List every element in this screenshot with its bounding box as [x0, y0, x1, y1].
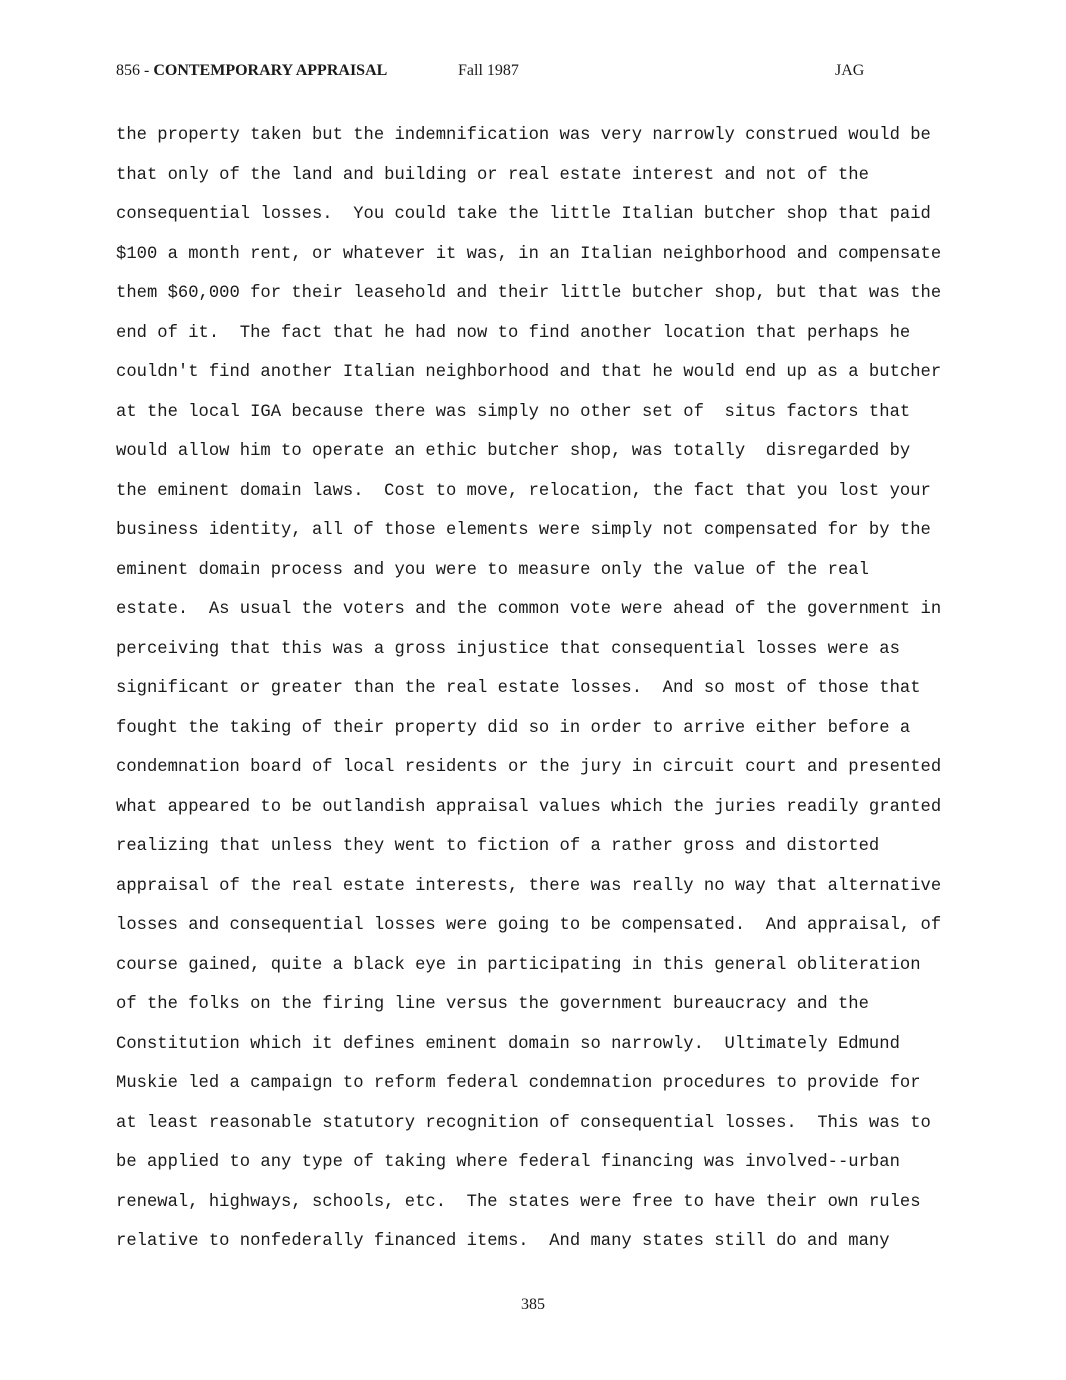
- page-number: 385: [521, 1296, 545, 1313]
- text-line: $100 a month rent, or whatever it was, in an Italian neighborhood and compensate: [116, 244, 942, 264]
- text-line: the property taken but the indemnification was very narrowly construed would be: [116, 126, 931, 145]
- text-line: perceiving that this was a gross injustice that consequential losses were as: [116, 639, 900, 659]
- text-line: that only of the land and building or real estate interest and not of the: [116, 165, 869, 185]
- text-line: would allow him to operate an ethic butcher shop, was totally disregarded by: [116, 442, 911, 461]
- text-line: what appeared to be outlandish appraisal values which the juries readily granted: [116, 797, 942, 817]
- text-line: at least reasonable statutory recognition of consequential losses. This was to: [116, 1113, 931, 1133]
- text-line: of the folks on the firing line versus the government bureaucracy and the: [116, 995, 869, 1014]
- page-header: [116, 62, 876, 84]
- text-line: consequential losses. You could take the little Italian butcher shop that paid: [116, 205, 931, 224]
- text-line: relative to nonfederally financed items. And many states still do and many: [116, 1232, 890, 1251]
- text-line: appraisal of the real estate interests, there was really no way that alternative: [116, 876, 942, 896]
- text-line: realizing that unless they went to fiction of a rather gross and distorted: [116, 837, 880, 856]
- course-number: 856 -: [116, 62, 154, 79]
- author-initials: JAG: [835, 62, 865, 79]
- transcript-body: [116, 116, 956, 1262]
- text-line: course gained, quite a black eye in participating in this general obliteration: [116, 955, 921, 975]
- text-line: end of it. The fact that he had now to find another location that perhaps he: [116, 323, 911, 343]
- text-line: fought the taking of their property did so in order to arrive either before a: [116, 718, 911, 738]
- course-heading: [116, 62, 387, 80]
- term-label: Fall 1987: [458, 62, 519, 79]
- text-line: significant or greater than the real estate losses. And so most of those that: [116, 679, 921, 698]
- text-line: be applied to any type of taking where federal financing was involved--urban: [116, 1153, 900, 1172]
- text-line: Muskie led a campaign to reform federal condemnation procedures to provide for: [116, 1074, 921, 1093]
- text-line: Constitution which it defines eminent domain so narrowly. Ultimately Edmund: [116, 1034, 900, 1054]
- text-line: business identity, all of those elements were simply not compensated for by the: [116, 521, 931, 540]
- text-line: them $60,000 for their leasehold and their little butcher shop, but that was the: [116, 284, 942, 303]
- text-line: at the local IGA because there was simply no other set of situs factors that: [116, 402, 911, 422]
- text-line: losses and consequential losses were going to be compensated. And appraisal, of: [116, 916, 942, 935]
- course-title: CONTEMPORARY APPRAISAL: [153, 62, 388, 79]
- text-line: estate. As usual the voters and the common vote were ahead of the government in: [116, 600, 942, 619]
- text-line: the eminent domain laws. Cost to move, relocation, the fact that you lost your: [116, 481, 931, 501]
- text-line: renewal, highways, schools, etc. The states were free to have their own rules: [116, 1192, 921, 1212]
- text-line: couldn't find another Italian neighborhood and that he would end up as a butcher: [116, 363, 942, 382]
- text-line: eminent domain process and you were to measure only the value of the real: [116, 560, 869, 580]
- text-line: condemnation board of local residents or the jury in circuit court and presented: [116, 758, 942, 777]
